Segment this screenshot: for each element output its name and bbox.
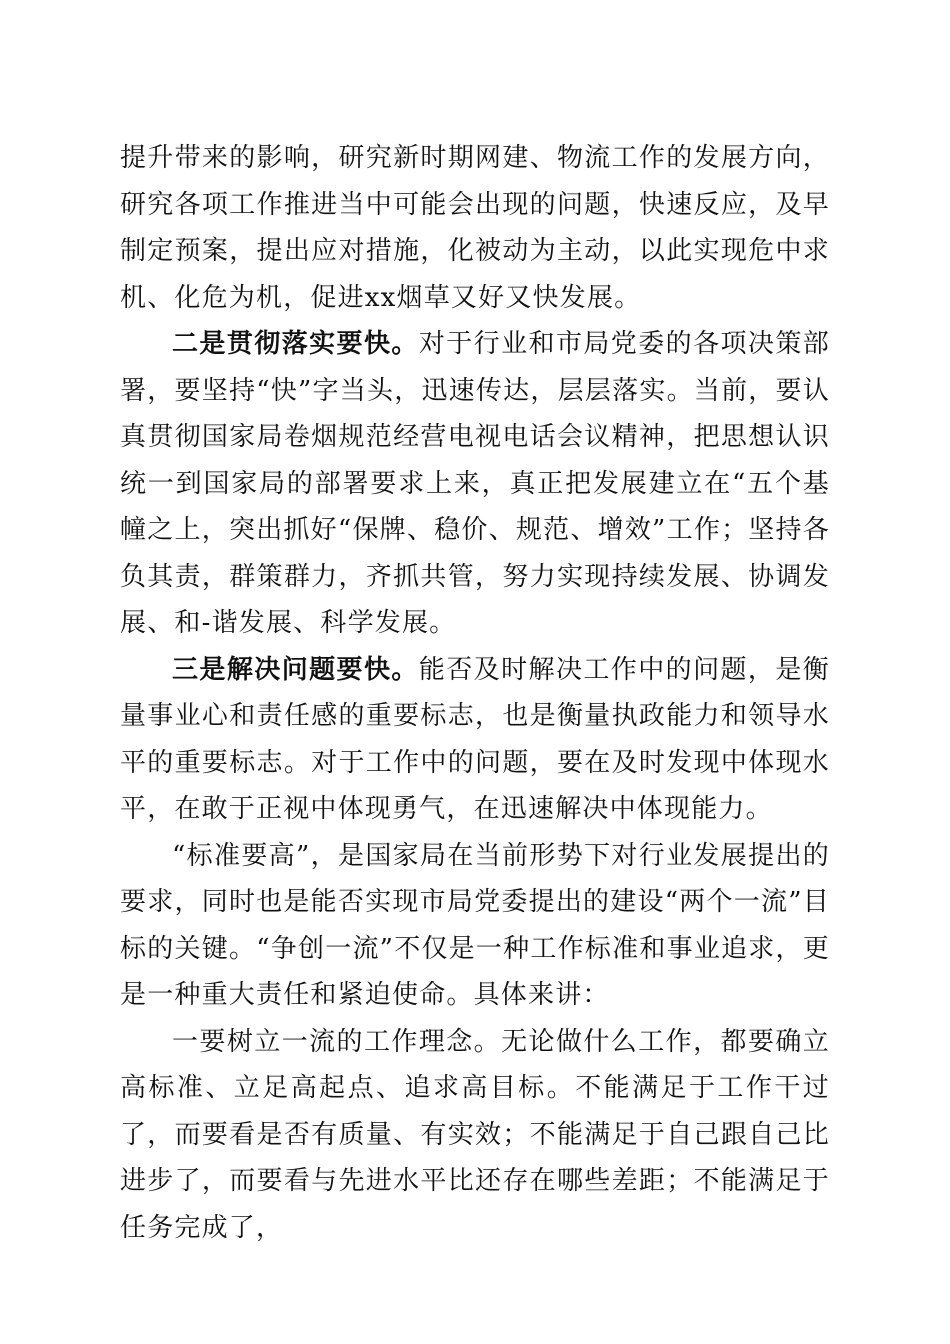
paragraph-continued xyxy=(120,135,830,321)
paragraph-text: “标准要高”，是国家局在当前形势下对行业发展提出的要求，同时也是能否实现市局党委提出的建设“两个一流”目标的关键。“争创一流”不仅是一种工作标准和事业追求，更是一种重大责任和紧迫使命。具体来讲： xyxy=(120,840,830,1010)
paragraph-first-requirement xyxy=(120,1019,830,1252)
paragraph-text: 提升带来的影响，研究新时期网建、物流工作的发展方向，研究各项工作推进当中可能会出现的问题，快速反应，及早制定预案，提出应对措施，化被动为主动，以此实现危中求机、化危为机，促进xx烟草又好又快发展。 xyxy=(120,143,830,313)
paragraph-point-three xyxy=(120,647,830,833)
document-page xyxy=(120,135,830,1251)
paragraph-text: 能否及时解决工作中的问题，是衡量事业心和责任感的重要标志，也是衡量执政能力和领导水平的重要标志。对于工作中的问题，要在及时发现中体现水平，在敢于正视中体现勇气，在迅速解决中体现能力。 xyxy=(120,654,830,824)
paragraph-heading: 三是解决问题要快。 xyxy=(172,654,419,685)
paragraph-point-two xyxy=(120,321,830,647)
paragraph-heading: 二是贯彻落实要快。 xyxy=(172,329,419,359)
paragraph-text: 一要树立一流的工作理念。无论做什么工作，都要确立高标准、立足高起点、追求高目标。不能满足于工作干过了，而要看是否有质量、有实效；不能满足于自己跟自己比进步了，而要看与先进水平比还存在哪些差距；不能满足于任务完成了， xyxy=(120,1026,830,1243)
paragraph-text: 对于行业和市局党委的各项决策部署，要坚持“快”字当头，迅速传达，层层落实。当前，要认真贯彻国家局卷烟规范经营电视电话会议精神，把思想认识统一到国家局的部署要求上来，真正把发展建立在“五个基幢之上，突出抓好“保牌、稳价、规范、增效”工作；坚持各负其责，群策群力，齐抓共管，努力实现持续发展、协调发展、和-谐发展、科学发展。 xyxy=(120,329,830,638)
paragraph-standards xyxy=(120,833,830,1019)
